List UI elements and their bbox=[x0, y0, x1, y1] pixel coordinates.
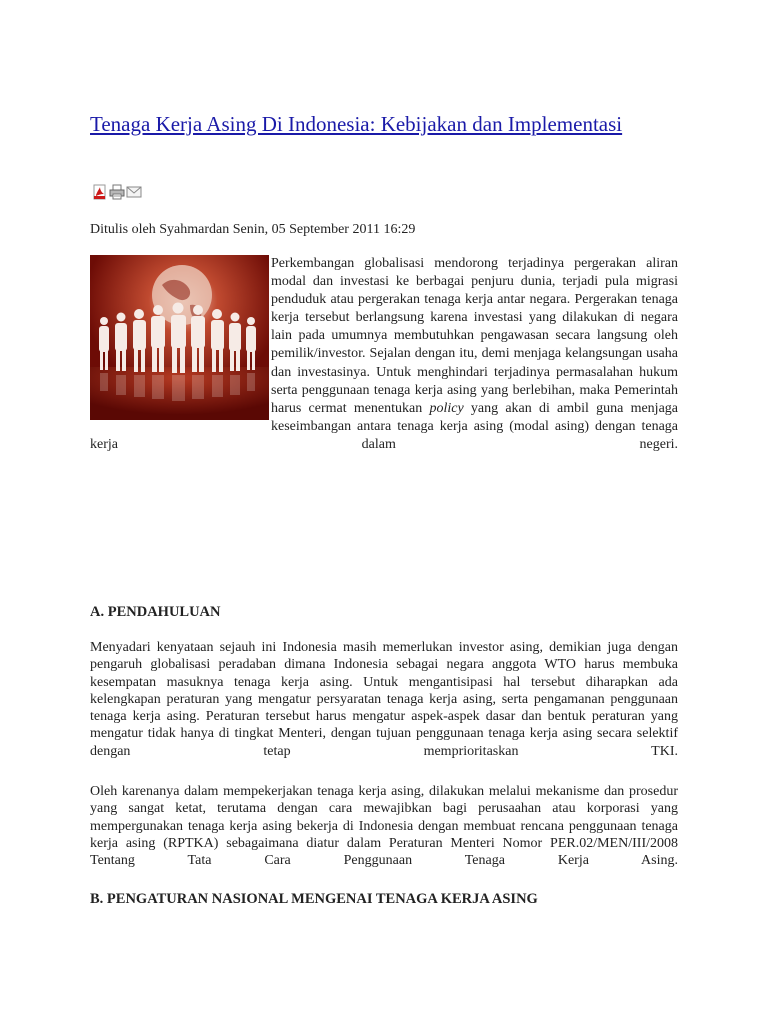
intro-paragraph: Perkembangan globalisasi mendorong terjadinya pergerakan aliran modal dan investasi ke berbagai penjuru dunia, terjadi pula migrasi penduduk atau pergerakan tenaga kerja antar negara. Pergerakan tenaga kerja tersebut berlangsung karena investasi yang dilakukan di negara lain pada umumnya membutuhkan pengawasan secara langsung oleh pemilik/investor. Sejalan dengan itu, demi menjaga kelangsungan usaha dan investasinya. Untuk menghindari terjadinya permasalahan hukum serta penggunaan tenaga kerja asing yang berlebihan, maka Pemerintah harus cermat menentukan policy yang akan di ambil guna menjaga keseimbangan antara tenaga kerja asing (modal asing) dengan tenaga kerja dalam negeri. bbox=[90, 256, 678, 452]
section-heading-a: A. PENDAHULUAN bbox=[90, 604, 221, 620]
section-heading-b: B. PENGATURAN NASIONAL MENGENAI TENAGA KERJA ASING bbox=[90, 891, 538, 907]
section-a-paragraph-2: Oleh karenanya dalam mempekerjakan tenaga kerja asing, dilakukan melalui mekanisme dan prosedur yang sangat ketat, terutama dengan cara mewajibkan bagi perusaahan atau korporasi yang mempergunakan tenaga kerja asing bekerja di Indonesia dengan membuat rencana penggunaan tenaga kerja asing (RPTKA) sebagaimana diatur dalam Peraturan Menteri Nomor PER.02/MEN/III/2008 Tentang Tata Cara Penggunaan Tenaga Kerja Asing. bbox=[90, 784, 678, 869]
pdf-icon[interactable] bbox=[92, 184, 108, 200]
article-image bbox=[90, 255, 269, 420]
section-a-paragraph-1: Menyadari kenyataan sejauh ini Indonesia masih memerlukan investor asing, demikian juga dengan pengaruh globalisasi peradaban dimana Indonesia sebagai negara anggota WTO harus membuka kesempatan masuknya tenaga kerja asing. Untuk mengantisipasi hal tersebut diharapkan ada kelengkapan peraturan yang mengatur persyaratan tenaga kerja asing, serta pengamanan penggunaan tenaga kerja asing. Peraturan tersebut harus mengatur aspek-aspek dasar dan bentuk peraturan yang mengatur tidak hanya di tingkat Menteri, dengan tujuan penggunaan tenaga kerja asing secara selektif dengan tetap memprioritaskan TKI. bbox=[90, 640, 678, 759]
print-icon[interactable] bbox=[109, 184, 125, 200]
article-title-link[interactable]: Tenaga Kerja Asing Di Indonesia: Kebijakan dan Implementasi bbox=[90, 112, 623, 136]
byline: Ditulis oleh Syahmardan Senin, 05 September 2011 16:29 bbox=[90, 222, 416, 237]
email-icon[interactable] bbox=[126, 184, 142, 200]
article-tools bbox=[92, 184, 142, 202]
